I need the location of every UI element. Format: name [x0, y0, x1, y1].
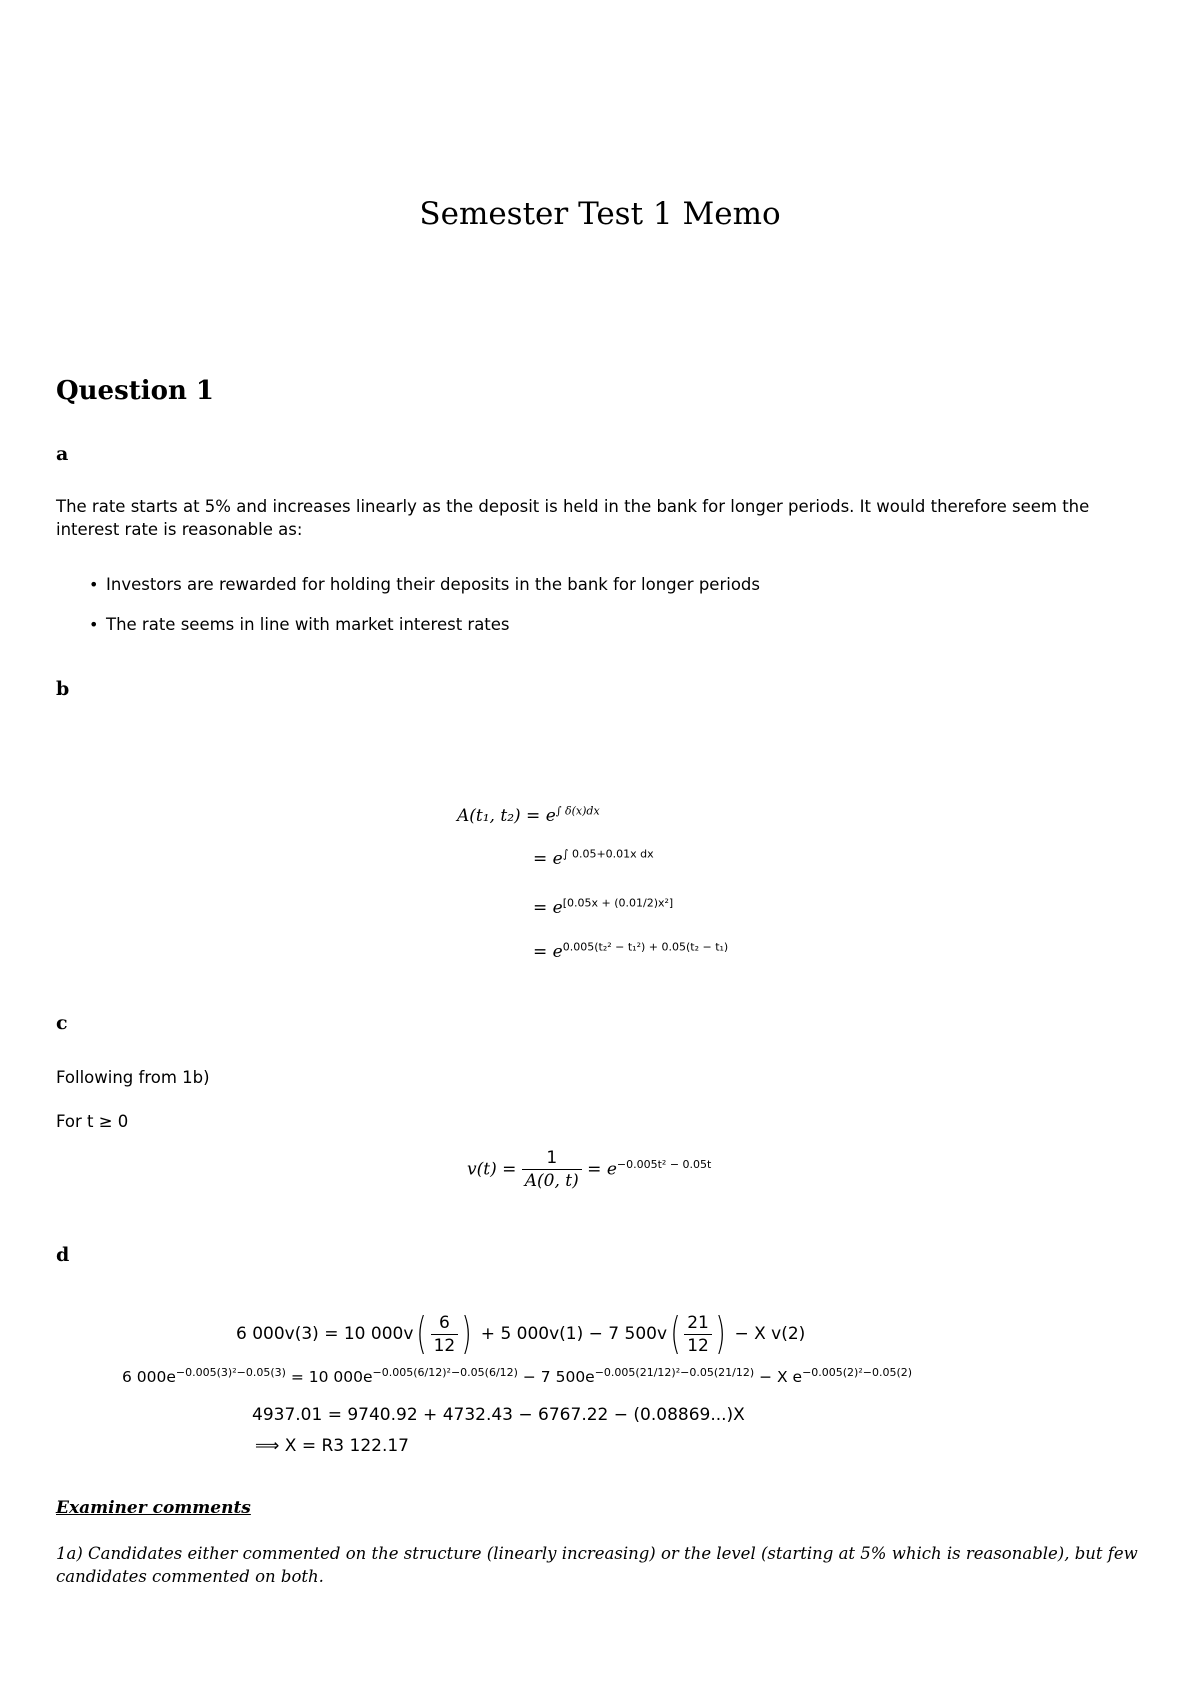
equation-d-line1-end: − X v(2)	[734, 1324, 806, 1344]
equation-b-line1	[457, 806, 600, 826]
equation-b-line1-lhs: A(t₁, t₂) =	[457, 806, 541, 826]
equation-b-line4	[533, 942, 728, 962]
part-b-label: b	[56, 678, 70, 700]
part-c-label: c	[56, 1012, 68, 1034]
equation-b-line1-exp: ∫ δ(x)dx	[555, 804, 600, 818]
equation-d-line3: 4937.01 = 9740.92 + 4732.43 − 6767.22 − (0.08869...)X	[252, 1405, 745, 1425]
equation-d-frac1-den: 12	[433, 1335, 456, 1356]
part-a-bullets	[56, 574, 1146, 654]
equation-d-line2-a: 6 000e	[122, 1368, 176, 1386]
equation-c-exp: −0.005t² − 0.05t	[616, 1157, 712, 1171]
equation-d-line2-a-exp: −0.005(3)²−0.05(3)	[175, 1365, 286, 1379]
document-title: Semester Test 1 Memo	[419, 196, 781, 232]
equation-b-line4-base: e	[552, 942, 563, 962]
question-heading: Question 1	[56, 376, 215, 406]
part-a-intro: The rate starts at 5% and increases linearly as the deposit is held in the bank for longer periods. It would therefore seem the interest rate is reasonable as:	[56, 497, 1090, 539]
part-a-label: a	[56, 443, 69, 465]
equation-c-rhs: = e	[587, 1159, 617, 1180]
equation-d-line4: ⟹ X = R3 122.17	[255, 1436, 409, 1456]
part-d-label: d	[56, 1244, 70, 1266]
part-c-line2: For t ≥ 0	[56, 1112, 129, 1131]
equation-b-line1-base: e	[545, 806, 556, 826]
equation-d-frac2-den: 12	[687, 1335, 709, 1356]
examiner-comments-heading: Examiner comments	[56, 1498, 251, 1518]
equation-d-line2-d: − X e	[759, 1368, 803, 1386]
equation-d-frac1-num: 6	[431, 1313, 459, 1335]
bullet-item: • The rate seems in line with market interest rates	[56, 614, 1146, 654]
equation-d-line1-lhs: 6 000v(3) = 10 000v	[236, 1324, 414, 1344]
equation-b-line4-exp: 0.005(t₂² − t₁²) + 0.05(t₂ − t₁)	[562, 940, 729, 954]
examiner-comments-text: 1a) Candidates either commented on the structure (linearly increasing) or the level (starting at 5% which is reasonable), but few candidates commented on both.	[56, 1544, 1138, 1586]
equation-b-line3	[533, 898, 673, 918]
part-c-line1: Following from 1b)	[56, 1068, 210, 1087]
equation-c-numerator: 1	[522, 1148, 582, 1170]
equation-d-line2-b: = 10 000e	[290, 1368, 373, 1386]
equation-d-line1: 6 000v(3) = 10 000v( $\frac{6}{12}$ ) + 5 000v(1) − 7 500v( $\frac{21}{12}$ ) − X v(2)	[236, 1308, 806, 1359]
equation-b-line3-exp: [0.05x + (0.01/2)x²]	[562, 896, 674, 910]
bullet-item: • Investors are rewarded for holding their deposits in the bank for longer periods	[56, 574, 1146, 614]
equation-b-line3-lhs: =	[533, 898, 548, 918]
equation-d-line2-c-exp: −0.005(21/12)²−0.05(21/12)	[594, 1365, 755, 1379]
equation-b-line4-lhs: =	[533, 942, 548, 962]
equation-d-line2-c: − 7 500e	[522, 1368, 595, 1386]
equation-c-denominator: A(0, t)	[524, 1171, 579, 1191]
equation-d-line2-b-exp: −0.005(6/12)²−0.05(6/12)	[372, 1365, 518, 1379]
equation-d-line2	[122, 1365, 913, 1386]
equation-b-line2-exp: ∫ 0.05+0.01x dx	[562, 847, 654, 861]
equation-b-line2	[533, 849, 654, 869]
equation-d-line1-mid: + 5 000v(1) − 7 500v	[480, 1324, 668, 1344]
equation-b-line2-lhs: =	[533, 849, 548, 869]
equation-b-line3-base: e	[552, 898, 563, 918]
equation-d-frac2-num: 21	[684, 1313, 712, 1335]
equation-c	[467, 1148, 711, 1191]
equation-d-line2-d-exp: −0.005(2)²−0.05(2)	[802, 1365, 913, 1379]
equation-c-lhs: v(t) =	[467, 1159, 517, 1180]
equation-b-line2-base: e	[552, 849, 563, 869]
